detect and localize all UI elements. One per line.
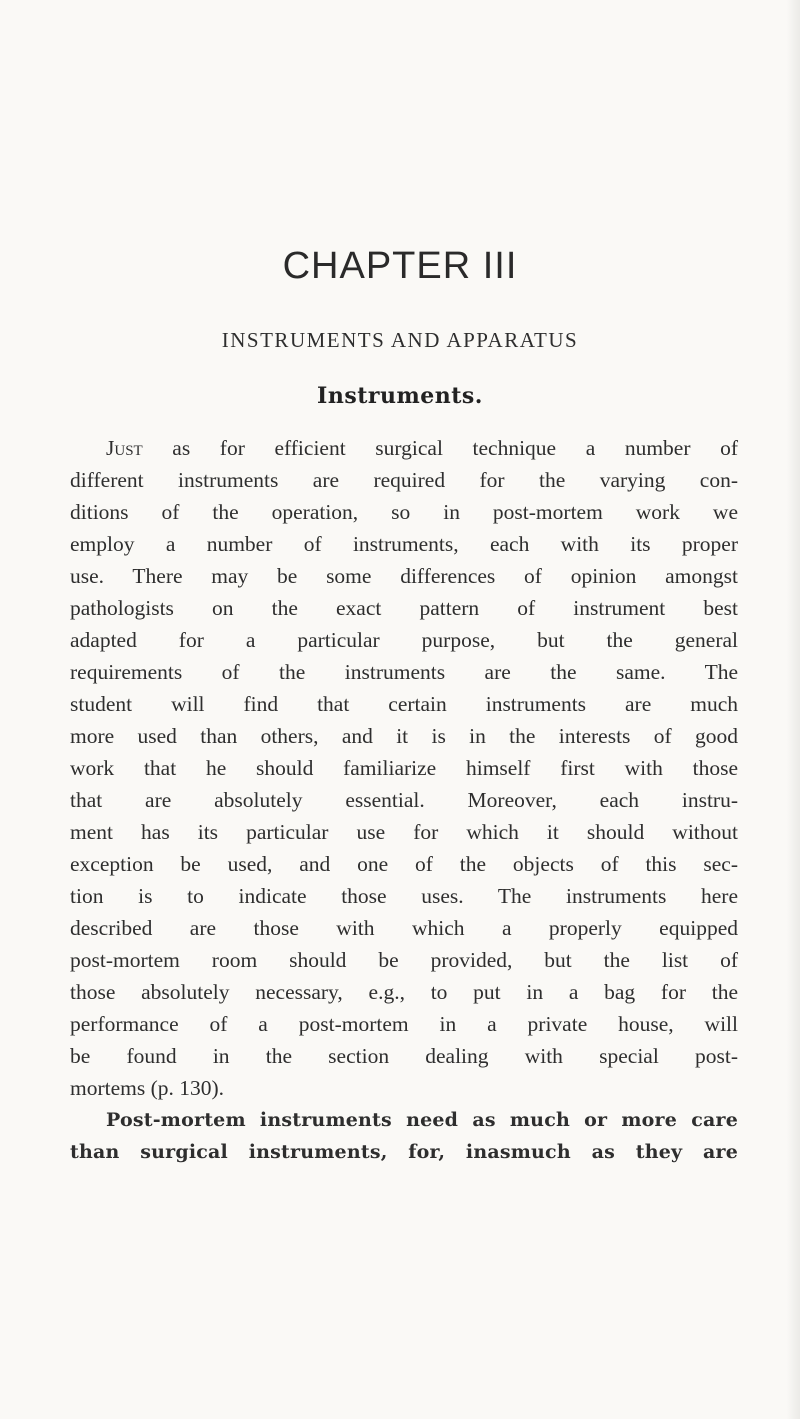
paragraph-line: described are those with which a properly equipped: [70, 916, 738, 940]
body-text: [70, 432, 738, 1168]
section-title: INSTRUMENTS AND APPARATUS: [221, 328, 579, 352]
paragraph-line: exception be used, and one of the objects of this sec-: [70, 852, 738, 876]
paragraph-line: different instruments are required for the varying con-: [70, 468, 738, 492]
paragraph-line: tion is to indicate those uses. The instruments here: [70, 884, 738, 908]
paragraph-line: Post-mortem instruments need as much or more care: [106, 1109, 738, 1131]
paragraph-line: work that he should familiarize himself first with those: [70, 756, 738, 780]
paragraph-line: those absolutely necessary, e.g., to put in a bag for the: [70, 980, 738, 1004]
chapter-title: CHAPTER III: [282, 245, 518, 287]
paragraph-line: use. There may be some differences of opinion amongst: [70, 564, 738, 588]
paragraph-line: performance of a post-mortem in a private house, will: [70, 1012, 738, 1036]
paragraph-line: student will find that certain instruments are much: [70, 692, 738, 716]
paragraph-line: mortems (p. 130).: [70, 1076, 225, 1100]
paragraph-line: pathologists on the exact pattern of instrument best: [70, 596, 738, 620]
paragraph-line: more used than others, and it is in the interests of good: [70, 724, 738, 748]
line-text: as for efficient surgical technique a number of: [142, 436, 738, 460]
paragraph-line: than surgical instruments, for, inasmuch as they are: [70, 1141, 738, 1163]
paragraph-line: requirements of the instruments are the same. The: [70, 660, 738, 684]
lead-word: Just: [106, 436, 143, 460]
paragraph-line: be found in the section dealing with special post-: [70, 1044, 738, 1068]
paragraph-line: ment has its particular use for which it should without: [70, 820, 738, 844]
section-subtitle: Instruments.: [317, 383, 483, 409]
paragraph-line: post-mortem room should be provided, but the list of: [70, 948, 738, 972]
paragraph-line: ditions of the operation, so in post-mortem work we: [70, 500, 738, 524]
paragraph-line: adapted for a particular purpose, but the general: [70, 628, 738, 652]
paragraph-line: employ a number of instruments, each with its proper: [70, 532, 738, 556]
page-edge-shadow: [786, 0, 800, 1419]
paragraph-line: [70, 432, 738, 464]
paragraph-line: that are absolutely essential. Moreover, each instru-: [70, 788, 738, 812]
